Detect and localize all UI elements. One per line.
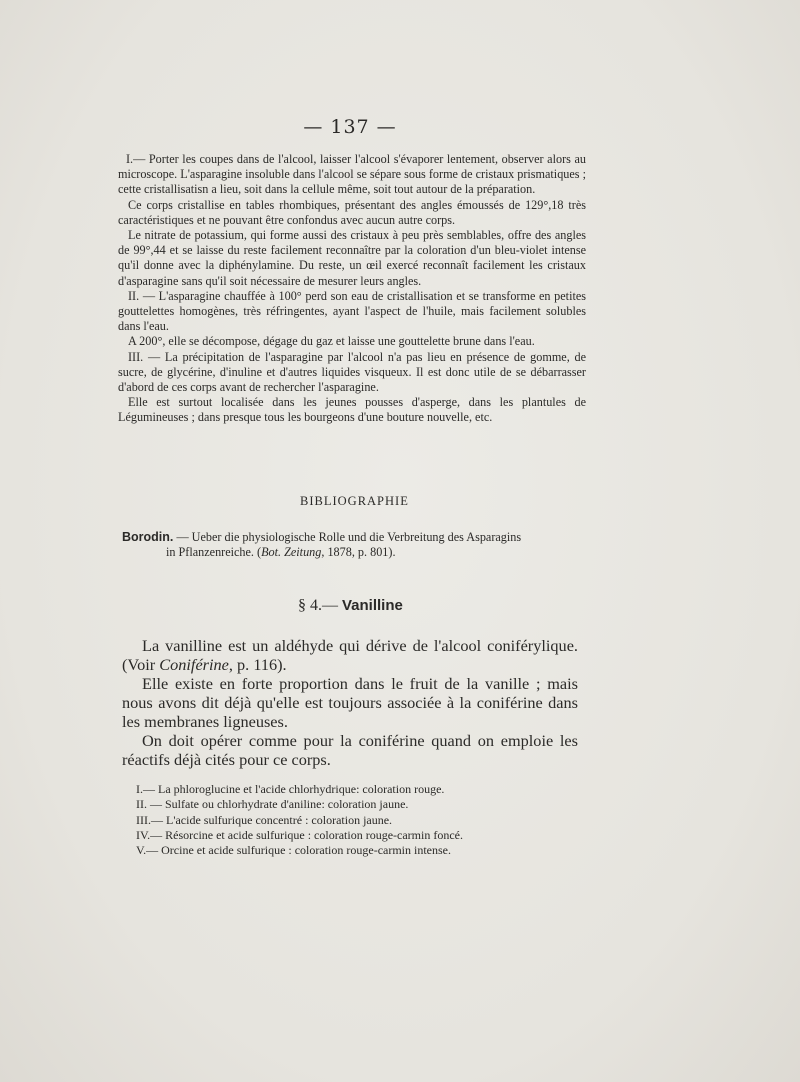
paragraph: I.— Porter les coupes dans de l'alcool, laisser l'alcool s'évaporer lentement, observer alors au microscope. L'asparagine insoluble dans l'alcool se sépare sous forme de cristaux prismatiques ; cette cristallisatisn a lieu, soit dans la cellule même, soit tout autour de la préparation. (118, 152, 586, 197)
bibliography-journal: Bot. Zeitung (261, 544, 322, 559)
bibliography-text: , 1878, p. 801). (321, 544, 396, 559)
reaction-item: V.— Orcine et acide sulfurique : coloration rouge-carmin intense. (136, 843, 452, 858)
paragraph: Ce corps cristallise en tables rhombiques, présentant des angles émoussés de 129°,18 très caractéristiques et ne pouvant être confondus avec aucun autre corps. (118, 197, 586, 227)
bibliography-entry (122, 530, 592, 559)
paragraph-text: La vanilline est un aldéhyde qui dérive de l'alcool coniférylique. (Voir (122, 636, 578, 674)
paragraph: II. — L'asparagine chauffée à 100° perd son eau de cristallisation et se transforme en petites gouttelettes homogènes, très réfringentes, ayant l'aspect de l'huile, mais facilement solubles dans l'eau. (118, 288, 586, 334)
paragraph: On doit opérer comme pour la coniférine quand on emploie les réactifs déjà cités pour ce corps. (122, 731, 578, 769)
reaction-item: IV.— Résorcine et acide sulfurique : coloration rouge-carmin foncé. (136, 827, 463, 842)
reaction-item: II. — Sulfate ou chlorhydrate d'aniline: coloration jaune. (136, 797, 409, 812)
paragraph: III. — La précipitation de l'asparagine par l'alcool n'a pas lieu en présence de gomme, de sucre, de glycérine, d'inuline et d'autres liquides visqueux. Il est donc utile de se débarrasser d'abord de ces corps avant de rechercher l'asparagine. (118, 349, 586, 395)
bibliography-author: Borodin. (122, 530, 174, 544)
section-name: Vanilline (342, 597, 403, 614)
section-title (298, 597, 403, 615)
paragraph-text: , p. 116). (228, 655, 287, 674)
paragraph: Elle est surtout localisée dans les jeunes pousses d'asperge, dans les plantules de Légumineuses ; dans presque tous les bourgeons d'une bouture nouvelle, etc. (118, 395, 586, 425)
reaction-item: I.— La phloroglucine et l'acide chlorhydrique: coloration rouge. (136, 782, 445, 796)
bibliography-text: in Pflanzenreiche. ( (166, 544, 262, 559)
page-number: — 137 — (303, 116, 397, 138)
paragraph: A 200°, elle se décompose, dégage du gaz et laisse une gouttelette brune dans l'eau. (128, 334, 535, 349)
bibliography-heading: BIBLIOGRAPHIE (300, 494, 409, 508)
vanilline-text (122, 636, 578, 769)
bibliography-text: — Ueber die physiologische Rolle und die Verbreitung des Asparagins (173, 530, 522, 544)
paragraph: Le nitrate de potassium, qui forme aussi des cristaux à peu près semblables, offre des angles de 99°,44 et se laisse du reste facilement reconnaître par la coloration d'un bleu-violet intense qu'il donne avec la diphénylamine. Du reste, un œil exercé reconnaît facilement les cristaux d'asparagine sans qu'il soit nécessaire de mesurer leurs angles. (118, 228, 586, 288)
paragraph (122, 636, 578, 674)
section-number: § 4.— (298, 597, 338, 614)
reactions-list (136, 782, 556, 858)
paragraph-italic: Coniférine (159, 655, 229, 674)
reaction-item: III.— L'acide sulfurique concentré : coloration jaune. (136, 812, 393, 827)
asparagine-text (118, 152, 586, 426)
paragraph: Elle existe en forte proportion dans le fruit de la vanille ; mais nous avons dit déjà qu'elle est toujours associée à la coniférine dans les membranes ligneuses. (122, 674, 578, 731)
